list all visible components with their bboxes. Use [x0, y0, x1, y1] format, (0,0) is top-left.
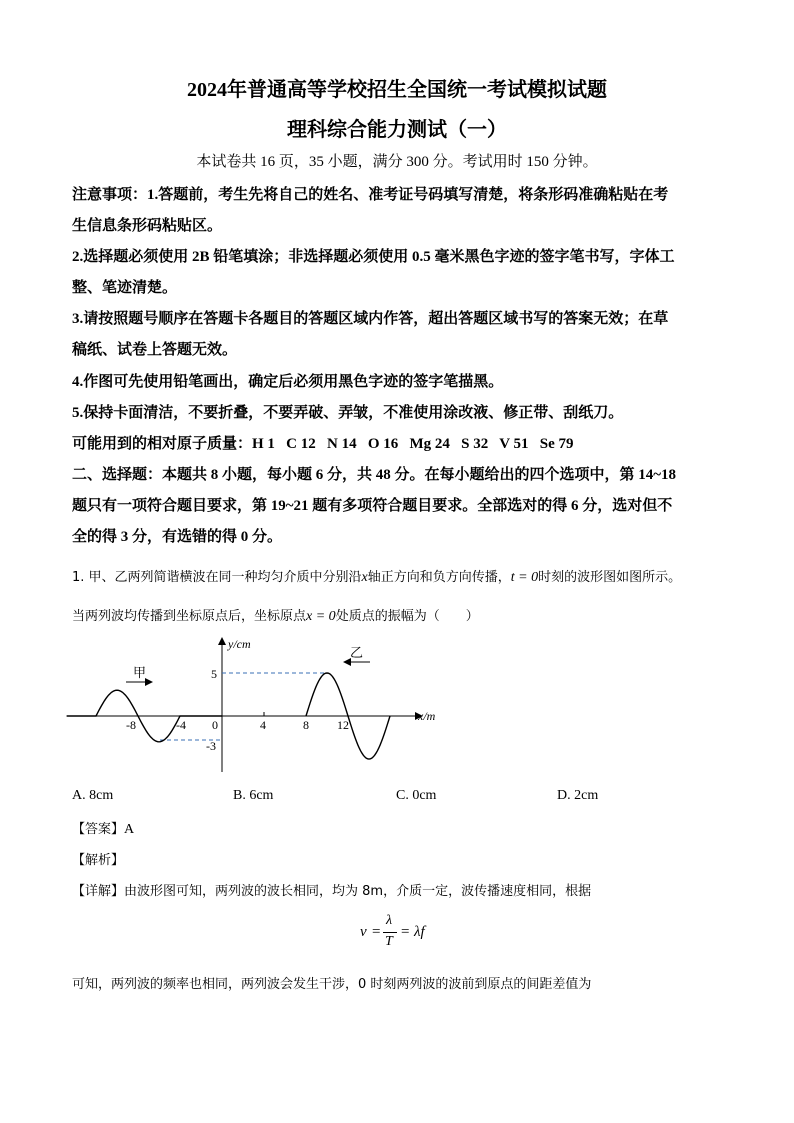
- formula-fraction-bar: [383, 932, 397, 933]
- question-x0: x = 0: [306, 609, 336, 624]
- answer-line: [72, 818, 134, 838]
- formula-T: T: [385, 934, 393, 949]
- note-line-8: 5.保持卡面清洁，不要折叠，不要弄破、弄皱，不准使用涂改液、修正带、刮纸刀。: [72, 405, 624, 421]
- option-a: A. 8cm: [72, 788, 114, 803]
- x-axis-label: x/m: [418, 709, 436, 723]
- formula-lambda-f: λf: [414, 924, 425, 940]
- tick-12: 12: [337, 718, 349, 732]
- tick-5: 5: [211, 667, 217, 681]
- section-line-2: 题只有一项符合题目要求，第 19~21 题有多项符合题目要求。全部选对的得 6 分，选对但不: [72, 498, 673, 514]
- label-jia: 甲: [133, 665, 147, 680]
- detail-line: [72, 880, 591, 899]
- formula-lambda: λ: [386, 913, 393, 928]
- tick-0: 0: [212, 718, 218, 732]
- atomic-mass-line: 可能用到的相对原子质量：H 1 C 12 N 14 O 16 Mg 24 S 32 V 51 Se 79: [72, 436, 574, 452]
- question-line-1: [72, 566, 681, 586]
- question-text-a: 1. 甲、乙两列简谐横波在同一种均匀介质中分别沿: [72, 570, 362, 585]
- detail-text: 由波形图可知，两列波的波长相同，均为 8m，介质一定，波传播速度相同，根据: [124, 884, 592, 899]
- formula-eq1: =: [372, 924, 381, 940]
- conclusion-line: 可知，两列波的频率也相同，两列波会发生干涉，0 时刻两列波的波前到原点的间距差值为: [72, 977, 592, 992]
- question-text-d: 当两列波均传播到坐标原点后，坐标原点: [72, 609, 307, 624]
- tick-4: 4: [260, 718, 266, 732]
- section-line-1: 二、选择题：本题共 8 小题，每小题 6 分，共 48 分。在每小题给出的四个选项中，第 14~18: [72, 467, 677, 483]
- wave-figure: [60, 632, 440, 782]
- analysis-label: 【解析】: [72, 853, 125, 868]
- option-d: D. 2cm: [557, 788, 599, 803]
- label-yi: 乙: [350, 645, 364, 660]
- question-line-2: [72, 605, 479, 625]
- exam-info: 本试卷共 16 页，35 小题，满分 300 分。考试用时 150 分钟。: [196, 154, 598, 170]
- note-line-2: 生信息条形码粘贴区。: [72, 218, 223, 234]
- tick-8: 8: [303, 718, 309, 732]
- answer-value: A: [124, 822, 135, 837]
- note-line-5: 3.请按照题号顺序在答题卡各题目的答题区域内作答，超出答题区域书写的答案无效；在草: [72, 311, 669, 327]
- question-text-c: 时刻的波形图如图所示。: [538, 570, 682, 585]
- section-line-3: 全的得 3 分，有选错的得 0 分。: [72, 529, 283, 545]
- tick-neg3: -3: [206, 739, 216, 753]
- tick-neg4: -4: [176, 718, 186, 732]
- exam-title: 2024年普通高等学校招生全国统一考试模拟试题: [187, 79, 607, 101]
- note-line-7: 4.作图可先使用铅笔画出，确定后必须用黑色字迹的签字笔描黑。: [72, 374, 504, 390]
- question-var-x: x: [361, 570, 368, 585]
- question-t0: t = 0: [510, 570, 539, 585]
- tick-neg8: -8: [126, 718, 136, 732]
- formula-v: v: [360, 924, 367, 940]
- answer-label: 【答案】: [72, 822, 125, 837]
- note-line-3: 2.选择题必须使用 2B 铅笔填涂；非选择题必须使用 0.5 毫米黑色字迹的签字笔书写，字体工: [72, 249, 675, 265]
- option-b: B. 6cm: [233, 788, 274, 803]
- note-line-6: 稿纸、试卷上答题无效。: [72, 342, 238, 358]
- detail-label: 【详解】: [72, 884, 125, 899]
- option-c: C. 0cm: [396, 788, 437, 803]
- y-axis-label: y/cm: [228, 637, 251, 651]
- question-text-b: 轴正方向和负方向传播，: [367, 570, 511, 585]
- note-line-4: 整、笔迹清楚。: [72, 280, 178, 296]
- note-line-1: 注意事项：1.答题前，考生先将自己的姓名、准考证号码填写清楚，将条形码准确粘贴在考: [72, 187, 669, 203]
- exam-subtitle: 理科综合能力测试（一）: [287, 119, 507, 141]
- question-text-e: 处质点的振幅为（ ）: [335, 609, 479, 624]
- formula-eq2: =: [401, 924, 410, 940]
